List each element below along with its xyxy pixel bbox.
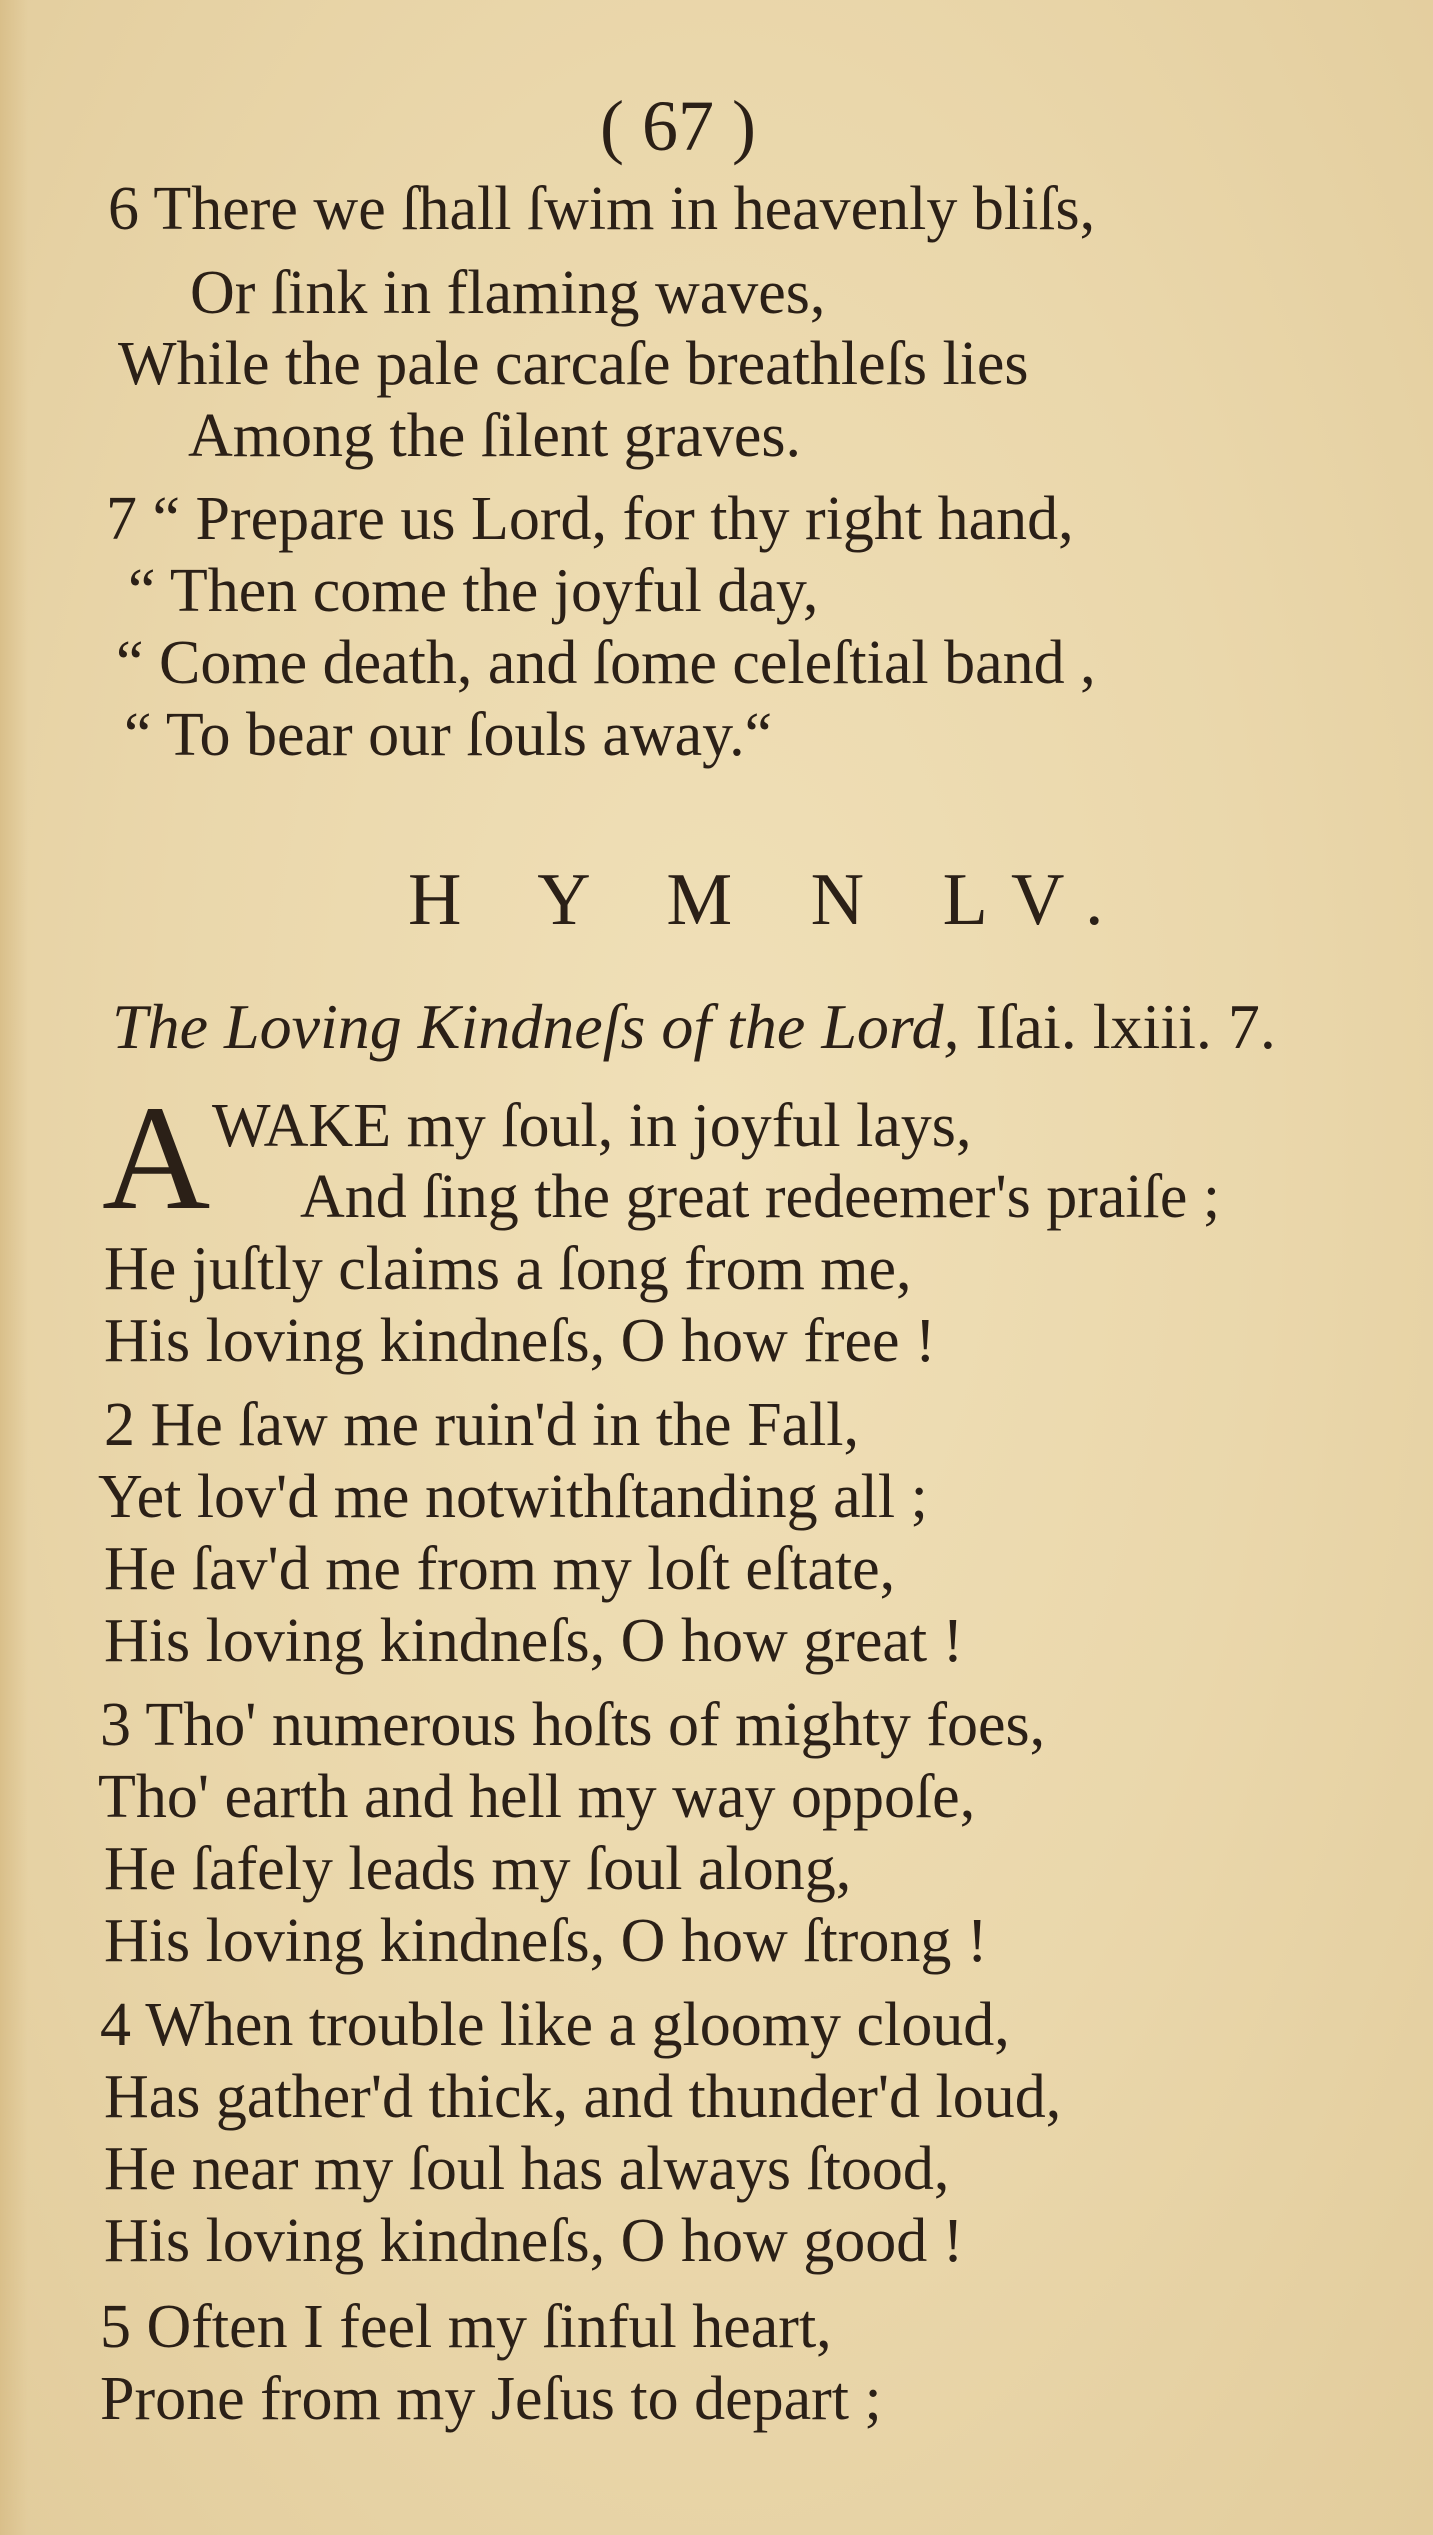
verse-line: 4 When trouble like a gloomy cloud, [100, 1991, 1010, 2059]
verse-line: 5 Often I feel my ſinful heart, [100, 2293, 832, 2361]
verse-line: Tho' earth and hell my way oppoſe, [98, 1763, 976, 1831]
page-number: ( 67 ) [600, 86, 756, 166]
verse-line: 3 Tho' numerous hoſts of mighty foes, [100, 1691, 1046, 1759]
verse-line: While the pale carcaſe breathleſs lies [118, 330, 1029, 398]
verse-line: He ſafely leads my ſoul along, [104, 1835, 852, 1903]
verse-line: He ſav'd me from my loſt eſtate, [104, 1535, 896, 1603]
scripture-reference: Iſai. lxiii. 7. [959, 991, 1276, 1062]
verse-line: 6 There we ſhall ſwim in heavenly bliſs, [108, 175, 1096, 243]
hymn-subtitle [112, 990, 1276, 1064]
verse-line: He juſtly claims a ſong from me, [104, 1235, 912, 1303]
verse-line: Among the ſilent graves. [188, 402, 801, 470]
verse-line: WAKE my ſoul, in joyful lays, [212, 1092, 972, 1160]
verse-line: “ Then come the joyful day, [128, 557, 819, 625]
verse-line: His loving kindneſs, O how ſtrong ! [104, 1907, 988, 1975]
hymn-title: H Y M N LV. [408, 859, 1134, 941]
verse-line: “ Come death, and ſome celeſtial band , [116, 629, 1096, 697]
page-edge-shadow [0, 0, 28, 2535]
verse-line: Yet lov'd me notwithſtanding all ; [98, 1463, 928, 1531]
verse-line: Or ſink in flaming waves, [190, 259, 826, 327]
verse-line: His loving kindneſs, O how good ! [104, 2207, 964, 2275]
drop-cap: A [102, 1075, 211, 1241]
verse-line: Has gather'd thick, and thunder'd loud, [104, 2063, 1062, 2131]
verse-line: He near my ſoul has always ſtood, [104, 2135, 950, 2203]
hymn-subtitle-text: The Loving Kindneſs of the Lord, [112, 991, 960, 1062]
verse-line: “ To bear our ſouls away.“ [124, 701, 773, 769]
verse-line: 2 He ſaw me ruin'd in the Fall, [104, 1391, 860, 1459]
verse-line: His loving kindneſs, O how free ! [104, 1307, 936, 1375]
verse-line: Prone from my Jeſus to depart ; [100, 2365, 882, 2433]
verse-line: 7 “ Prepare us Lord, for thy right hand, [106, 485, 1074, 553]
verse-line: And ſing the great redeemer's praiſe ; [300, 1163, 1221, 1231]
verse-line: His loving kindneſs, O how great ! [104, 1607, 964, 1675]
